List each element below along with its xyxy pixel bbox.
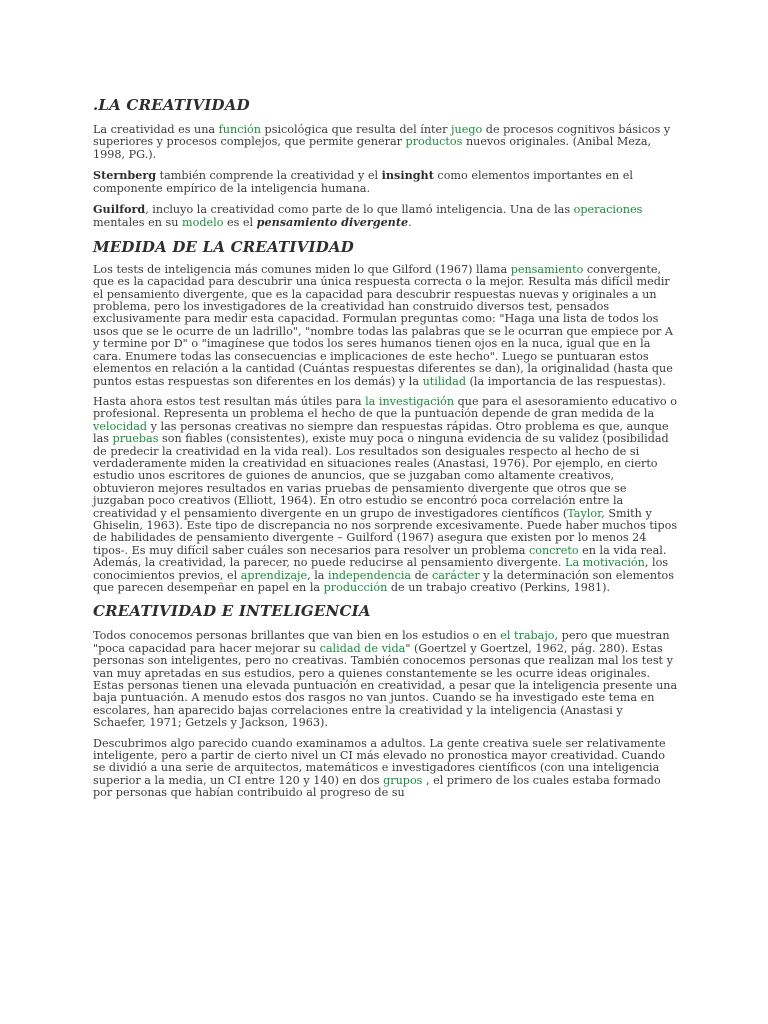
link-grupos[interactable]: grupos xyxy=(383,773,423,787)
heading-creatividad-inteligencia: CREATIVIDAD E INTELIGENCIA xyxy=(93,602,371,621)
link-utilidad[interactable]: utilidad xyxy=(422,374,466,388)
paragraph-hasta-ahora xyxy=(93,396,678,595)
text: convergente, que es la capacidad para descubrir una única respuesta correcta o la mejor. Resulta más difícil medir el pensamiento divergente, que es la capacidad para descubrir respuestas nuevas y originales a un problema, pero los investigadores de la creatividad han construido diversos test, pensados exclusivamente para medir esta capacidad. Formulan preguntas como: "Haga una lista de todos los usos que se le ocurre de un ladrillo", "nombre todas las palabras que se le ocurran que empiece por A y termine por D" o "imagínese que todos los seres humanos tienen ojos en la nuca, igual que en la cara. Enumere todas las consecuencias e implicaciones de este hecho". Luego se puntuaran estos elementos en relación a la cantidad (Cuántas respuestas diferentes se dan), la originalidad (hasta que puntos estas respuestas son diferentes en los demás) y la xyxy=(93,262,673,388)
text: de un trabajo creativo (Perkins, 1981). xyxy=(387,581,611,594)
paragraph-personas-brillantes xyxy=(93,630,678,729)
text: son fiables (consistentes), existe muy poca o ninguna evidencia de su validez (posibilidad de predecir la creatividad en la vida real). Los resultados son desiguales respecto al hecho de si verdaderamente miden la creatividad en situaciones reales (Anastasi, 1976). Por ejemplo, en cierto estudio unos escritores de guiones de anuncios, que se juzgaban como altamente creativos, obtuvieron mejores resultados en varias pruebas de pensamiento divergente que otros que se juzgaban poco creativos (Elliott, 1964). En otro estudio se encontró poca correlación entre la creatividad y el pensamiento divergente en un grupo de investigadores científicos ( xyxy=(93,432,669,520)
bold-italic-pensamiento-divergente: pensamiento divergente xyxy=(256,215,409,230)
link-la-motivacion[interactable]: La motivación xyxy=(565,556,645,570)
link-produccion[interactable]: producción xyxy=(323,581,388,594)
text: (la importancia de las respuestas). xyxy=(466,374,666,388)
link-caracter[interactable]: carácter xyxy=(432,568,480,582)
text: nuevos originales. (Anibal Meza, 1998, PG.). xyxy=(93,135,652,161)
text: , Smith y Ghiselin, 1963). Este tipo de discrepancia no nos sorprende excesivamente. Puede haber muchos tipos de habilidades de pensamiento divergente – Guilford (1967) asegura que existen por lo menos 24 tipos-. Es muy difícil saber cuáles son necesarios para resolver un problema xyxy=(93,506,678,557)
text: como elementos importantes en el componente empírico de la inteligencia humana. xyxy=(93,169,633,195)
text: Descubrimos algo parecido cuando examinamos a adultos. La gente creativa suele ser relativamente inteligente, pero a partir de cierto nivel un CI más elevado no pronostica mayor creatividad. Cuando se dividió a una serie de arquitectos, matemáticos e investigadores científicos (con una inteligencia superior a la media, un CI entre 120 y 140) en dos xyxy=(93,736,666,787)
heading-la-creatividad: .LA CREATIVIDAD xyxy=(93,96,250,114)
bold-sternberg: Sternberg xyxy=(93,168,157,183)
text: también comprende la creatividad y el xyxy=(156,169,382,183)
paragraph-guilford xyxy=(93,203,678,230)
text: , los conocimientos previos, el xyxy=(93,556,669,582)
text: de xyxy=(411,568,432,582)
link-taylor[interactable]: Taylor xyxy=(567,506,602,520)
link-pruebas[interactable]: pruebas xyxy=(112,432,159,446)
text: Los tests de inteligencia más comunes miden lo que Gilford (1967) llama xyxy=(93,262,511,276)
link-aprendizaje[interactable]: aprendizaje xyxy=(240,568,308,582)
text: y la determinación son elementos que parecen desempeñar en papel en la xyxy=(93,568,675,594)
link-productos[interactable]: productos xyxy=(405,135,463,149)
bold-guilford: Guilford xyxy=(93,202,146,217)
link-modelo[interactable]: modelo xyxy=(181,216,224,230)
text: mentales en su xyxy=(93,216,182,230)
link-funcion[interactable]: función xyxy=(218,123,261,136)
text: Hasta ahora estos test resultan más útiles para xyxy=(93,394,366,408)
link-independencia[interactable]: independencia xyxy=(328,568,412,582)
link-operaciones[interactable]: operaciones xyxy=(573,203,643,217)
heading-medida: MEDIDA DE LA CREATIVIDAD xyxy=(93,237,354,256)
paragraph-adultos xyxy=(93,738,678,800)
text: , el primero de los cuales estaba formado por personas que habían contribuido al progreso de su xyxy=(93,773,661,800)
bold-insinght: insinght xyxy=(381,168,434,183)
paragraph-sternberg xyxy=(93,169,678,195)
link-juego[interactable]: juego xyxy=(451,123,483,136)
link-velocidad[interactable]: velocidad xyxy=(93,419,148,433)
paragraph-definicion xyxy=(93,124,678,161)
paragraph-tests-inteligencia xyxy=(93,264,678,388)
text: La creatividad es una xyxy=(93,123,219,136)
text: de procesos cognitivos básicos y superiores y procesos complejos, que permite generar xyxy=(93,123,671,149)
text: , pero que muestran "poca capacidad para hacer mejorar su xyxy=(93,629,670,655)
text: Todos conocemos personas brillantes que van bien en los estudios o en xyxy=(93,629,501,643)
text: , la xyxy=(307,568,329,582)
text: es el xyxy=(223,216,257,230)
text: . xyxy=(408,216,412,230)
document-page xyxy=(93,96,678,808)
text: " (Goertzel y Goertzel, 1962, pág. 280). Estas personas son inteligentes, pero no creativas. También conocemos personas que realizan mal los test y van muy apretadas en sus estudios, pero a quienes constantemente se les ocurre ideas originales. Estas personas tienen una elevada puntuación en creatividad, a pesar que la inteligencia presente una baja puntuación. A menudo estos dos rasgos no van juntos. Cuando se ha investigado este tema en escolares, han aparecido bajas correlaciones entre la creatividad y la inteligencia (Anastasi y Schaefer, 1971; Getzels y Jackson, 1963). xyxy=(93,641,678,730)
text: psicológica que resulta del ínter xyxy=(260,123,452,136)
link-pensamiento[interactable]: pensamiento xyxy=(510,262,584,276)
link-la-investigacion[interactable]: la investigación xyxy=(365,394,455,408)
link-calidad-de-vida[interactable]: calidad de vida xyxy=(319,641,406,655)
text: que para el asesoramiento educativo o profesional. Representa un problema el hecho de que la puntuación depende de gran medida de la xyxy=(93,394,677,421)
link-concreto[interactable]: concreto xyxy=(528,543,579,557)
text: y las personas creativas no siempre dan respuestas rápidas. Otro problema es que, aunque las xyxy=(93,419,669,446)
link-el-trabajo[interactable]: el trabajo xyxy=(500,629,555,643)
text: , incluyo la creatividad como parte de lo que llamó inteligencia. Una de las xyxy=(145,203,574,217)
text: en la vida real. Además, la creatividad, la parecer, no puede reducirse al pensamiento divergente. xyxy=(93,543,667,570)
